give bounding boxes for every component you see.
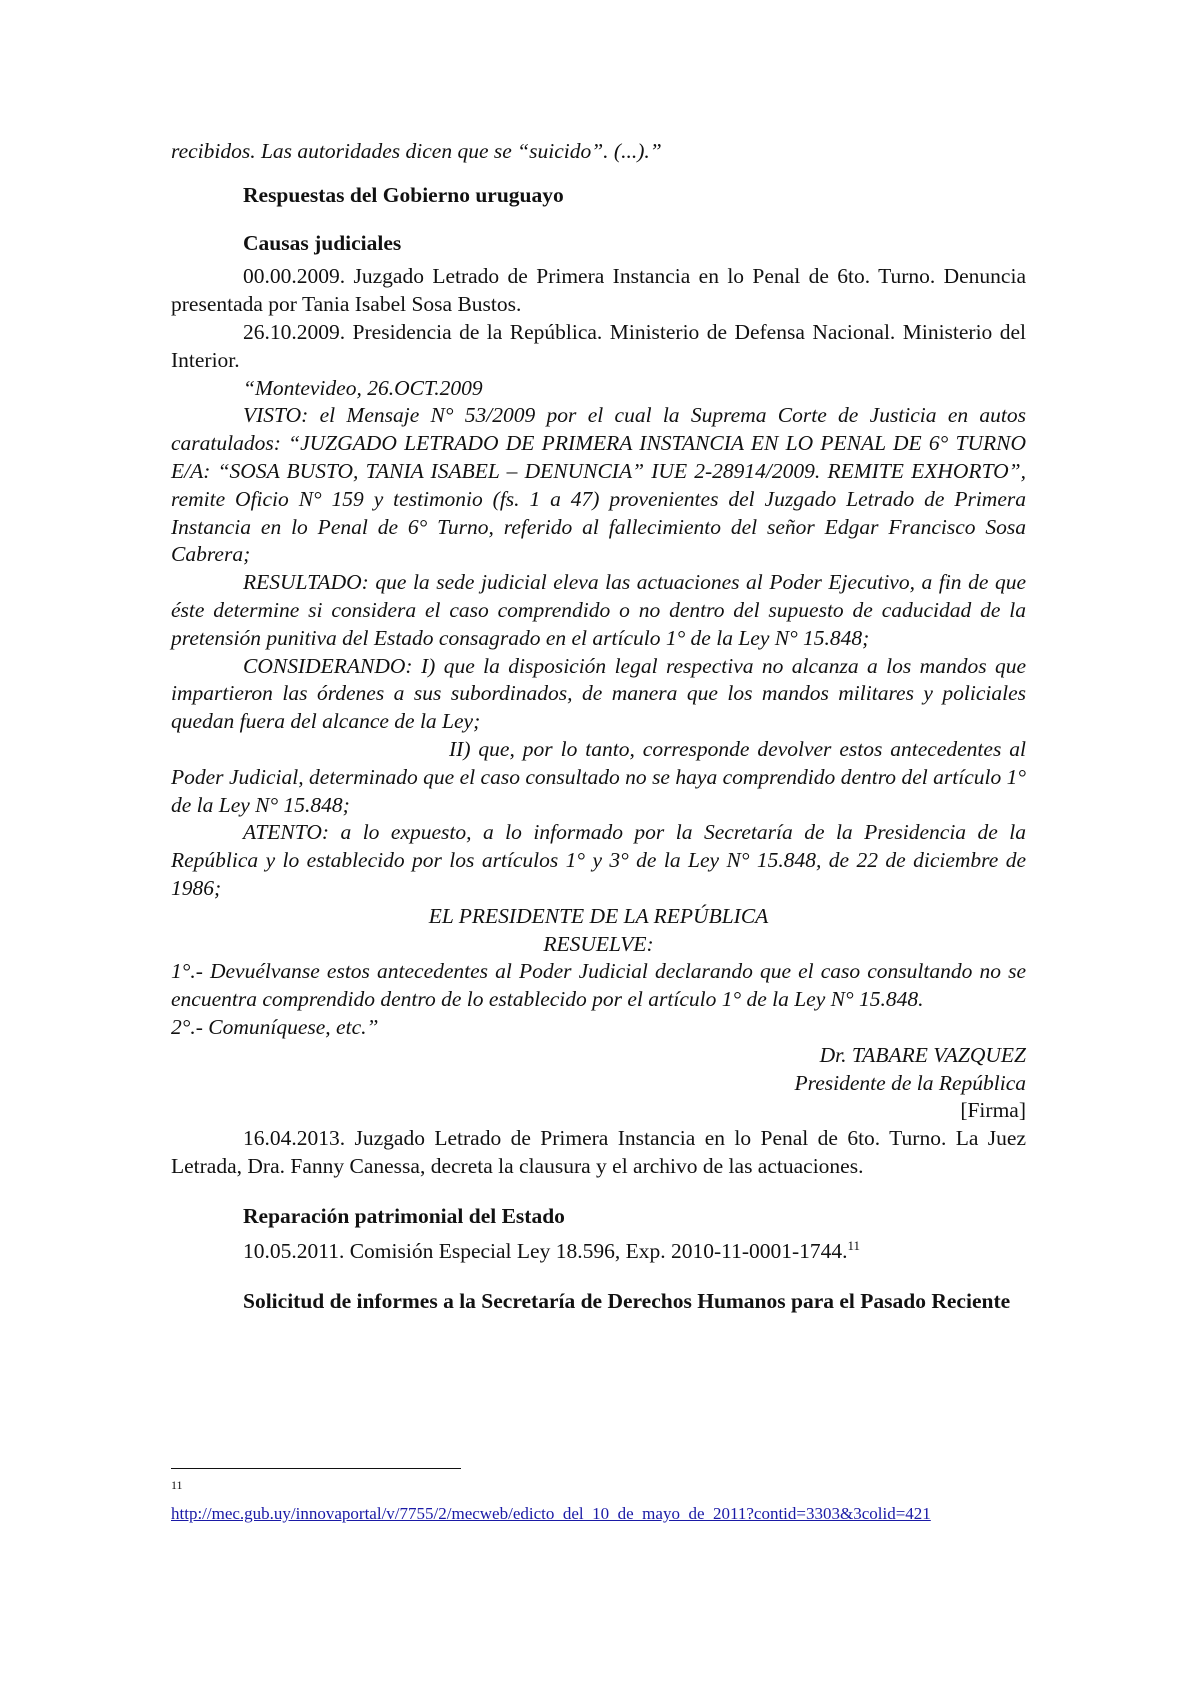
footnote-link[interactable]: http://mec.gub.uy/innovaportal/v/7755/2/mecweb/edicto_del_10_de_mayo_de_2011?contid=3303&3colid=421 (171, 1504, 931, 1523)
signature-placeholder: [Firma] (960, 1098, 1026, 1123)
signer-name: Dr. TABARE VAZQUEZ (819, 1042, 1026, 1067)
footnote-separator (171, 1468, 461, 1469)
reparacion-text: 10.05.2011. Comisión Especial Ley 18.596, Exp. 2010-11-0001-1744. (243, 1239, 848, 1264)
resolution-considerando-i: CONSIDERANDO: I) que la disposición legal respectiva no alcanza a los mandos que impartieron las órdenes a sus subordinados, de manera que los mandos militares y policiales quedan fuera del alcance de la Ley; (171, 653, 1026, 734)
reparacion-paragraph (171, 1238, 1026, 1266)
footnote-reference[interactable]: 11 (847, 1238, 861, 1254)
heading-respuestas: Respuestas del Gobierno uruguayo (243, 182, 564, 207)
heading-reparacion: Reparación patrimonial del Estado (243, 1203, 565, 1228)
heading-solicitud: Solicitud de informes a la Secretaría de Derechos Humanos para el Pasado Reciente (243, 1289, 1011, 1314)
footnote-number: 11 (171, 1478, 183, 1492)
resolution-resuelve: RESUELVE: (543, 931, 654, 956)
resolution-atento: ATENTO: a lo expuesto, a lo informado por la Secretaría de la Presidencia de la República y lo establecido por los artículos 1° y 3° de la Ley N° 15.848, de 22 de diciembre de 1986; (171, 820, 1026, 900)
document-body (171, 138, 1026, 1316)
resolution-considerando-ii: II) que, por lo tanto, corresponde devolver estos antecedentes al Poder Judicial, determinado que el caso consultado no se haya comprendido dentro del artículo 1° de la Ley N° 15.848; (171, 736, 1026, 817)
resolution-punto-2: 2°.- Comuníquese, etc.” (171, 1014, 379, 1039)
resolution-place-date: “Montevideo, 26.OCT.2009 (243, 375, 483, 400)
resolution-visto: VISTO: el Mensaje N° 53/2009 por el cual la Suprema Corte de Justicia en autos caratulados: “JUZGADO LETRADO DE PRIMERA INSTANCIA EN LO PENAL DE 6° TURNO E/A: “SOSA BUSTO, TANIA ISABEL – DENUNCIA” IUE 2-28914/2009. REMITE EXHORTO”, remite Oficio N° 159 y testimonio (fs. 1 a 47) provenientes del Juzgado Letrado de Primera Instancia en lo Penal de 6° Turno, referido al fallecimiento del señor Edgar Francisco Sosa Cabrera; (171, 403, 1026, 567)
signer-title: Presidente de la República (794, 1070, 1026, 1095)
causa-paragraph-2: 26.10.2009. Presidencia de la República. Ministerio de Defensa Nacional. Ministerio del Interior. (171, 319, 1026, 372)
heading-causas: Causas judiciales (243, 230, 402, 255)
resolution-resultado: RESULTADO: que la sede judicial eleva las actuaciones al Poder Ejecutivo, a fin de que éste determine si considera el caso comprendido o no dentro del supuesto de caducidad de la pretensión punitiva del Estado consagrado en el artículo 1° de la Ley N° 15.848; (171, 570, 1026, 650)
intro-line: recibidos. Las autoridades dicen que se “suicido”. (...).” (171, 139, 662, 163)
resolution-punto-1: 1°.- Devuélvanse estos antecedentes al Poder Judicial declarando que el caso consultando no se encuentra comprendido dentro de lo establecido por el artículo 1° de la Ley N° 15.848. (171, 959, 1026, 1012)
causa-paragraph-1: 00.00.2009. Juzgado Letrado de Primera Instancia en lo Penal de 6to. Turno. Denuncia presentada por Tania Isabel Sosa Bustos. (171, 264, 1026, 317)
resolution-presidente-header: EL PRESIDENTE DE LA REPÚBLICA (428, 903, 769, 928)
causa-paragraph-3: 16.04.2013. Juzgado Letrado de Primera Instancia en lo Penal de 6to. Turno. La Juez Letrada, Dra. Fanny Canessa, decreta la clausura y el archivo de las actuaciones. (171, 1126, 1026, 1178)
